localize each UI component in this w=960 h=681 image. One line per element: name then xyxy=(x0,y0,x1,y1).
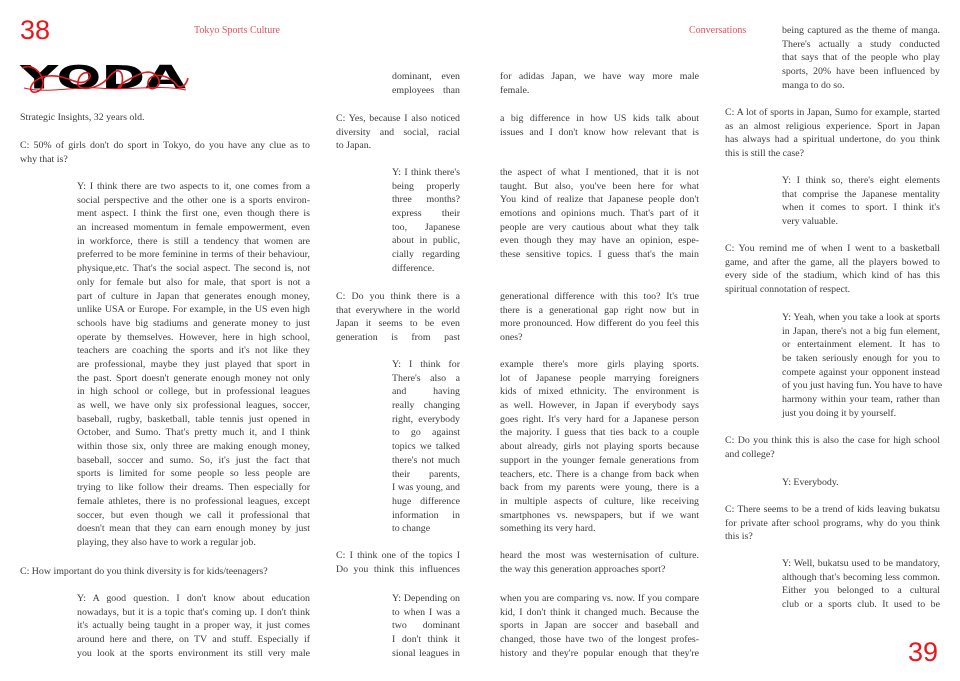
text-line: baseball, soccer and sumo. So, it's just the fact that xyxy=(77,454,310,466)
text-line: lot of Japanese people marrying foreigners xyxy=(500,372,699,384)
text-line: female. xyxy=(500,84,530,96)
text-line: there is a generational gap right now but in xyxy=(500,304,699,316)
text-line: issues and I don't know how relevant that is xyxy=(500,126,699,138)
text-line: There's actually a study conducted xyxy=(782,38,940,50)
text-line: be taken seriously enough for you to xyxy=(782,353,940,365)
running-head-right: Conversations xyxy=(689,25,747,36)
text-line: this is? xyxy=(725,531,753,543)
text-line: club or a sports club. It used to be xyxy=(782,599,940,611)
text-line: there's not much xyxy=(392,454,460,466)
text-line: C: 50% of girls don't do sport in Tokyo, do you have any clue as to xyxy=(20,140,310,151)
text-line: in multiple aspects of culture, like receiving xyxy=(500,495,699,507)
text-line: and having xyxy=(392,386,460,398)
answer-8 xyxy=(782,311,943,421)
text-line: the majority. I guess that ties back to a couple xyxy=(500,427,699,439)
text-line: that says that of the people who play xyxy=(782,52,940,64)
text-line: cially regarding xyxy=(392,249,460,261)
text-line: you look at the sports environment its still very male xyxy=(77,647,310,659)
question-8 xyxy=(725,242,940,297)
answer-4-cont xyxy=(500,358,699,536)
text-line: even though they may have an opinion, espe- xyxy=(500,235,699,247)
text-line: being properly xyxy=(392,180,460,192)
text-line: the way this generation approaches sport? xyxy=(500,563,666,575)
text-line: preferred to be more feminine in terms of their behaviour, xyxy=(77,249,310,261)
text-line: to go against xyxy=(392,427,460,439)
answer-5-cont xyxy=(500,592,699,660)
text-line: too, Japanese xyxy=(392,221,460,233)
text-line: soccer, but even though we call it professional that xyxy=(77,509,310,521)
answer-2 xyxy=(77,592,310,660)
text-line: very valuable. xyxy=(782,216,838,228)
text-line: Y: Everybody. xyxy=(782,477,839,488)
text-line: social perspective and the other one is a sports environ- xyxy=(77,194,310,206)
yoda-logo xyxy=(18,58,190,96)
text-line: has always had a spiritual undertone, do you think xyxy=(725,134,940,146)
text-line: this is still the case? xyxy=(725,148,804,160)
text-line: Do you think this influences xyxy=(336,563,460,575)
text-line: when you are comparing vs. now. If you compare xyxy=(500,593,699,604)
text-line: Y: I think there are two aspects to it, one comes from a xyxy=(77,181,310,192)
text-line: You kind of realize that Japanese people don't xyxy=(500,194,699,206)
text-line: that everywhere in the world xyxy=(336,304,460,316)
text-line: support in the younger female generations from xyxy=(500,454,699,466)
text-line: compete against your opponent instead xyxy=(782,366,940,378)
text-line: C: You remind me of when I went to a basketball xyxy=(725,243,940,254)
question-5 xyxy=(336,549,460,576)
text-line: Y: A good question. I don't know about education xyxy=(77,593,310,604)
answer-1 xyxy=(77,180,310,550)
answer-10 xyxy=(782,557,940,612)
text-line: information in xyxy=(392,509,460,521)
question-3 xyxy=(336,112,460,153)
text-line: Y: Yeah, when you take a look at sports xyxy=(782,312,940,323)
text-line: about in public, xyxy=(392,235,460,247)
text-line: Japan it seems to be even xyxy=(336,318,460,330)
text-line: teachers are coaching the sports and it's not like they xyxy=(77,345,310,357)
text-line: taught. But also, you've been here for what xyxy=(500,180,699,192)
text-line: baseball, rugby, basketball, table tennis just opened in xyxy=(77,413,310,425)
text-line: for private after school programs, why do you think xyxy=(725,517,940,529)
text-line: Y: I think there's xyxy=(392,167,460,178)
question-2 xyxy=(20,565,310,579)
text-line: part of culture in Japan that generates enough money, xyxy=(77,290,310,302)
text-line: dominant, even xyxy=(392,71,460,82)
text-line: as an almost religious experience. Sport in Japan xyxy=(725,120,940,132)
text-line: their parents, xyxy=(392,468,460,480)
text-line: playing, they also have to work a regular job. xyxy=(77,536,256,548)
text-line: that comprise the Japanese mentality xyxy=(782,188,940,200)
text-line: manga to do so. xyxy=(782,79,845,91)
page-number-left: 38 xyxy=(20,15,51,45)
text-line: C: A lot of sports in Japan, Sumo for example, started xyxy=(725,107,940,118)
text-line: sports, 20% have been influenced by xyxy=(782,66,940,78)
text-line: kids of mixed ethnicity. The environment is xyxy=(500,386,699,398)
text-line: three months? xyxy=(392,194,460,206)
text-line: October, and Sumo. That's pretty much it, and I think xyxy=(77,427,310,439)
text-line: it's actually being taught in a proper way, it just comes xyxy=(77,620,310,632)
text-line: the past. Sport doesn't generate enough money not only xyxy=(77,372,310,384)
text-line: game, and after the game, all the players bowed to xyxy=(725,256,940,268)
text-line: in Japan, there's not a big fun element, xyxy=(782,325,940,337)
text-line: when it comes to sport. I think it's xyxy=(782,202,940,214)
text-line: I don't think it xyxy=(392,634,460,646)
text-line: C: Do you think there is a xyxy=(336,291,460,302)
text-line: for adidas Japan, we have way more male xyxy=(500,71,699,82)
question-4-cont xyxy=(500,290,699,345)
text-line: around here and there, on TV and stuff. Especially if xyxy=(77,634,310,646)
text-line: operate by themselves. However, here in high school, xyxy=(77,331,310,343)
text-line: topics we talked xyxy=(392,441,460,453)
answer-2-cont xyxy=(392,70,460,97)
text-line: Y: I think so, there's eight elements xyxy=(782,175,940,186)
text-line: ones? xyxy=(500,332,523,344)
text-line: C: How important do you think diversity is for kids/teenagers? xyxy=(20,566,268,577)
text-line: sional leagues in xyxy=(392,647,460,659)
text-line: people are very cautious about what they talk xyxy=(500,221,699,233)
text-line: example there's more girls playing sports. xyxy=(500,359,699,370)
question-10 xyxy=(725,503,940,544)
text-line: back from my parents were young, there is a xyxy=(500,482,699,494)
text-line: to when I was a xyxy=(392,606,460,618)
text-line: the aspect of what I mentioned, that it is not xyxy=(500,167,699,178)
text-line: Y: Depending on xyxy=(392,593,460,604)
text-line: doesn't mean that they can earn enough money by just xyxy=(77,523,310,535)
text-line: about already, girls not playing sports because xyxy=(500,441,699,453)
text-line: being captured as the theme of manga. xyxy=(782,25,940,36)
text-line: schools have big stadiums and generate money to just xyxy=(77,317,310,329)
text-line: diversity and social, racial xyxy=(336,126,460,138)
text-line: an increased momentum in female empowerment, even xyxy=(77,222,310,234)
text-line: to change xyxy=(392,523,431,535)
answer-3-cont xyxy=(500,166,699,262)
text-line: female athletes, there is no professional leagues, except xyxy=(77,495,310,507)
question-7 xyxy=(725,106,940,161)
text-line: within those six, only three are making enough money, xyxy=(77,441,310,453)
question-3-cont xyxy=(500,112,699,139)
text-line: emotions and opinions much. That's part of it xyxy=(500,208,699,220)
question-4 xyxy=(336,290,460,345)
question-1 xyxy=(20,139,310,166)
answer-6 xyxy=(782,24,940,92)
text-line: sports is limited for some people so less people are xyxy=(77,468,310,480)
text-line: unlike USA or Europe. For example, in the US even high xyxy=(77,304,310,316)
text-line: physique,etc. That's the social aspect. The second is, not xyxy=(77,263,310,275)
text-line: spiritual connotation of respect. xyxy=(725,284,851,296)
text-line: only for female but also for male, that sport is not a xyxy=(77,276,310,288)
question-9 xyxy=(725,434,940,461)
question-5-cont xyxy=(500,549,699,576)
svg-text:YODA: YODA xyxy=(18,59,188,96)
text-line: There's also a xyxy=(392,372,460,384)
text-line: heard the most was westernisation of culture. xyxy=(500,550,699,561)
text-line: difference. xyxy=(392,262,435,274)
text-line: I was young, and xyxy=(392,482,460,494)
text-line: or entertainment element. It has to xyxy=(782,339,940,351)
text-line: sports in Japan are soccer and baseball and xyxy=(500,620,699,632)
text-line: employees than xyxy=(392,84,460,96)
text-line: kid, I don't think it changed much. Because the xyxy=(500,606,699,618)
text-line: these sensitive topics. I guess that's the main xyxy=(500,249,699,261)
text-line: just you doing it by yourself. xyxy=(782,407,897,419)
answer-2-cont-2 xyxy=(500,70,699,97)
text-line: something its very hard. xyxy=(500,523,596,535)
text-line: although that's becoming less common. xyxy=(782,571,940,583)
text-line: express their xyxy=(392,208,460,220)
text-line: two dominant xyxy=(392,620,460,632)
answer-5 xyxy=(392,592,460,660)
text-line: harmony within your team, rather than xyxy=(782,394,940,406)
text-line: a big difference in how US kids talk about xyxy=(500,113,699,124)
text-line: as well. However, in Japan if everybody says xyxy=(500,400,699,412)
text-line: really changing xyxy=(392,400,460,412)
text-line: why that is? xyxy=(20,153,68,165)
text-line: huge difference xyxy=(392,495,460,507)
text-line: Y: Well, bukatsu used to be mandatory, xyxy=(782,558,940,569)
text-line: more pronounced. How different do you feel this xyxy=(500,318,699,330)
answer-7 xyxy=(782,174,940,229)
text-line: C: Do you think this is also the case for high school xyxy=(725,435,940,446)
text-line: as well, we have only six professional leagues, soccer, xyxy=(77,400,310,411)
text-line: right, everybody xyxy=(392,413,460,425)
answer-9 xyxy=(782,476,940,490)
text-line: Strategic Insights, 32 years old. xyxy=(20,112,145,123)
text-line: teachers, etc. There is a change from back when xyxy=(500,468,699,480)
answer-4 xyxy=(392,358,460,536)
text-line: changed, those have two of the longest profes- xyxy=(500,634,699,646)
text-line: Either you belonged to a cultural xyxy=(782,585,940,597)
text-line: C: I think one of the topics I xyxy=(336,550,460,561)
text-line: every side of the stadium, which kind of has this xyxy=(725,270,940,282)
text-line: in high school or college, but in professional leagues xyxy=(77,386,310,398)
page-number-right: 39 xyxy=(908,637,939,667)
text-line: of you just having fun. You have to have xyxy=(782,380,943,392)
text-line: to Japan. xyxy=(336,140,372,152)
text-line: history and they're popular enough that they're xyxy=(500,647,699,659)
text-line: trying to like follow their dreams. Then especially for xyxy=(77,482,310,494)
answer-3 xyxy=(392,166,460,276)
running-head-left: Tokyo Sports Culture xyxy=(194,25,280,36)
text-line: nowadays, but it is a topic that's coming up. I don't think xyxy=(77,606,310,618)
text-line: Y: I think for xyxy=(392,359,460,370)
text-line: in workforce, there is still a tendency that women are xyxy=(77,235,310,247)
byline xyxy=(20,111,310,125)
text-line: generation is from past xyxy=(336,332,460,344)
text-line: goes right. It's very hard for a Japanese person xyxy=(500,413,699,425)
text-line: ment aspect. I think the first one, even though there is xyxy=(77,208,310,220)
text-line: smartphones vs. newspapers, but if we want xyxy=(500,509,699,521)
text-line: are professional, maybe they just played that sport in xyxy=(77,358,310,370)
text-line: C: Yes, because I also noticed xyxy=(336,113,460,124)
text-line: and college? xyxy=(725,448,775,460)
text-line: C: There seems to be a trend of kids leaving bukatsu xyxy=(725,504,940,515)
text-line: generational difference with this too? It's true xyxy=(500,291,699,302)
